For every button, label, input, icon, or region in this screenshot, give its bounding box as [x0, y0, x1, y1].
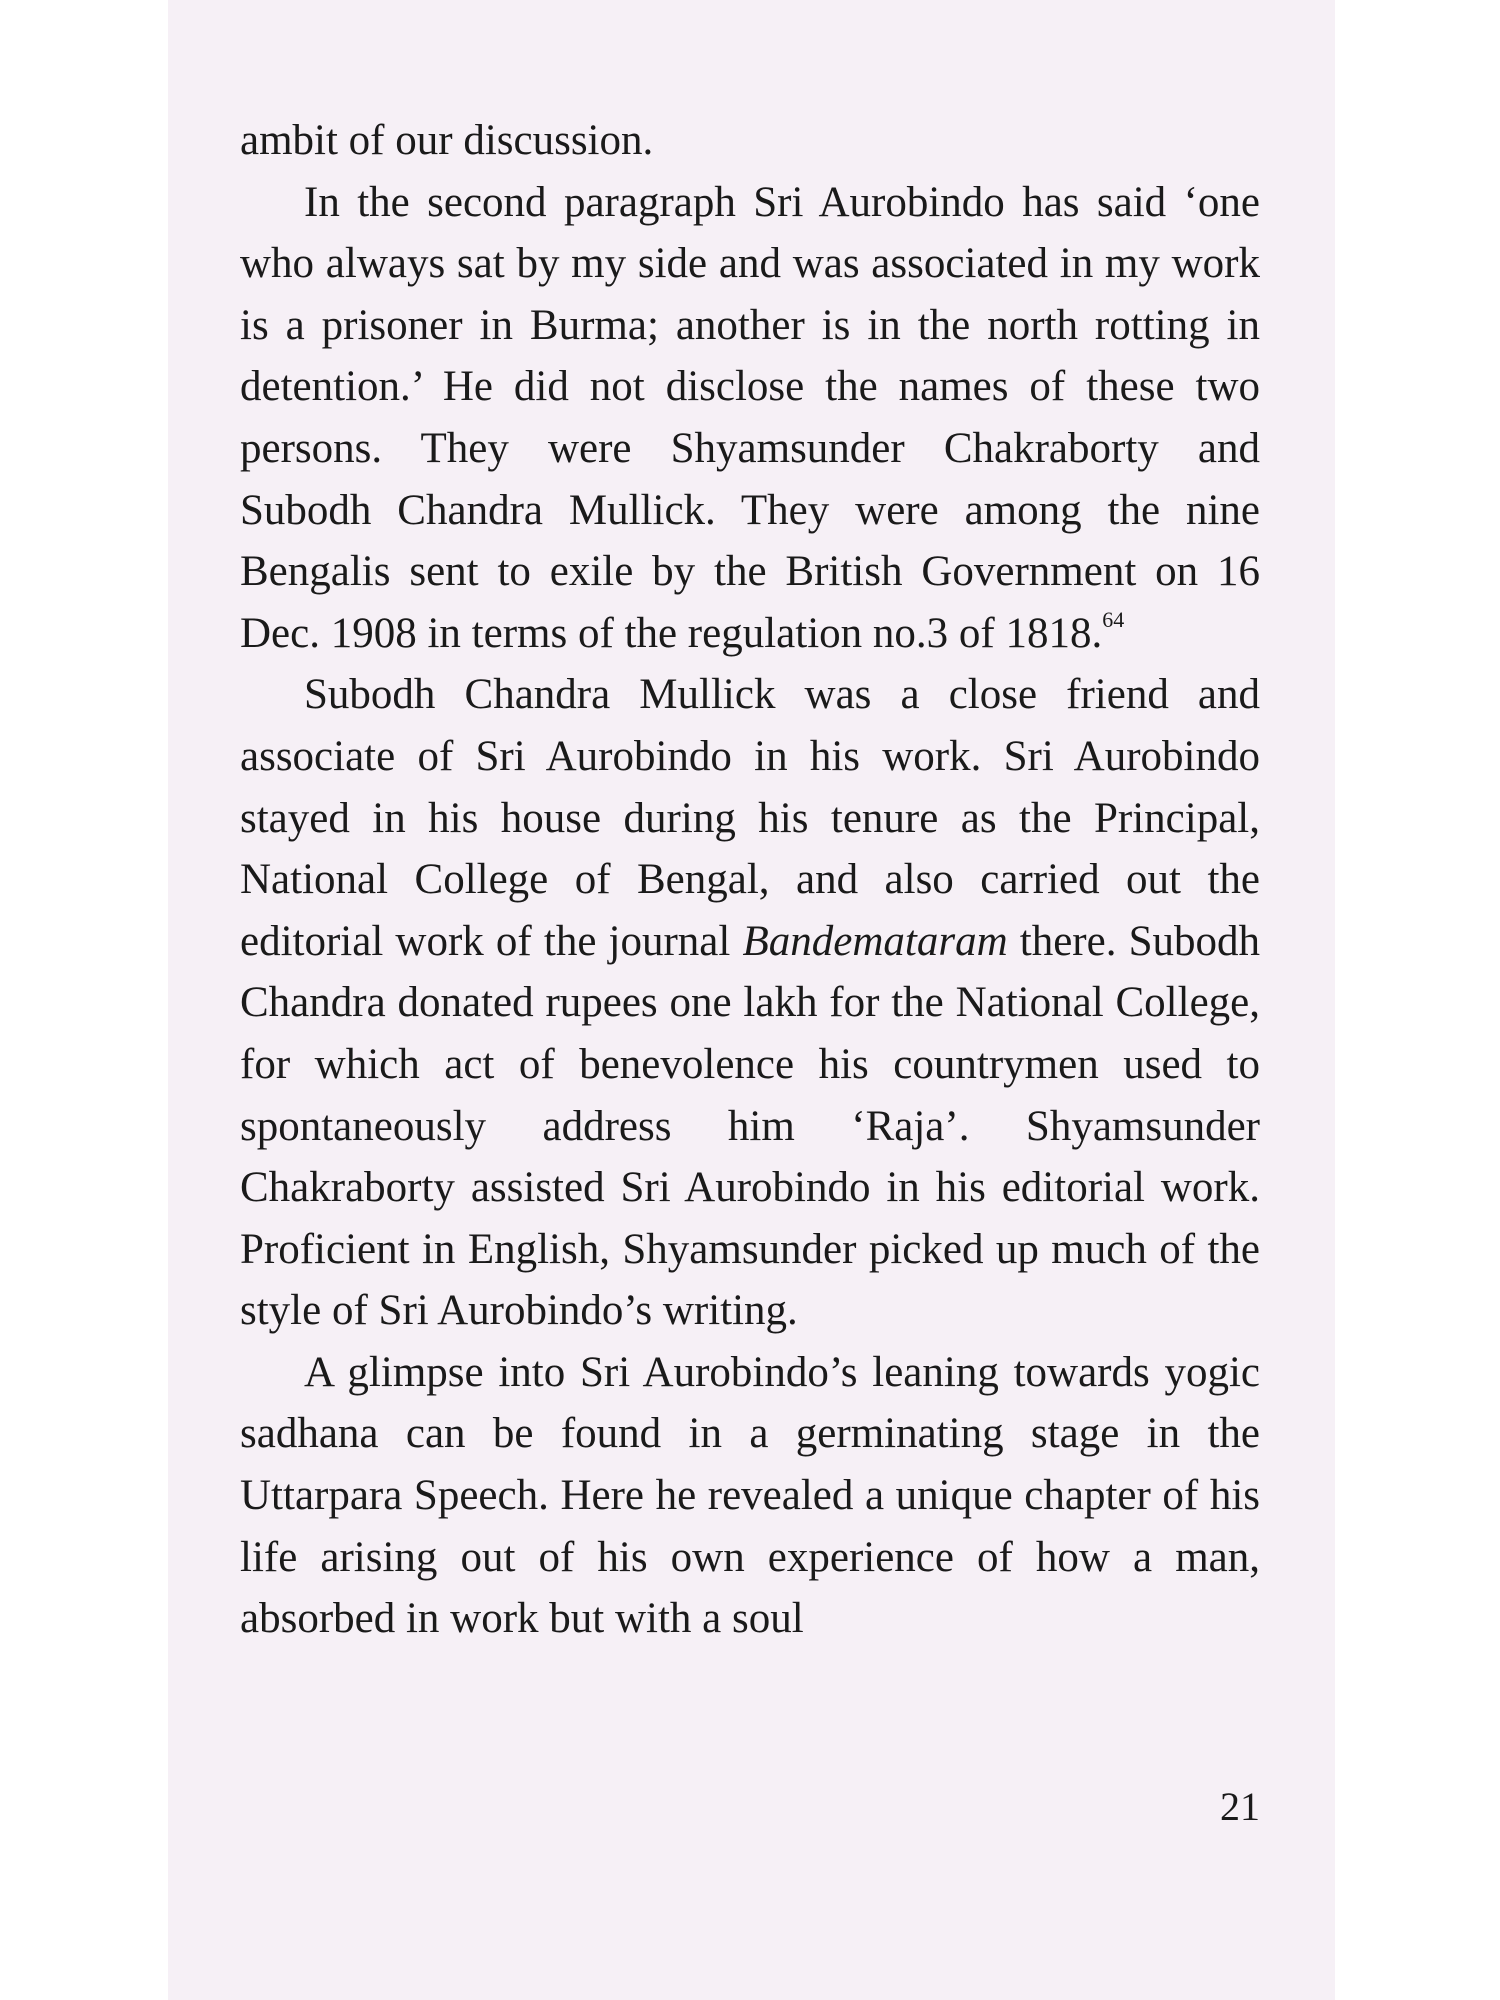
- body-text: [240, 110, 1260, 1650]
- footnote-reference: 64: [1102, 606, 1125, 632]
- paragraph-1: ambit of our discussion.: [240, 117, 654, 164]
- paragraph-2-text: In the second paragraph Sri Aurobindo has said ‘one who always sat by my side and was associated in my work is a prisoner in Burma; another is in the north rotting in detention.’ He did not disclose the names of these two persons. They were Shyamsunder Chakraborty and Subodh Chandra Mullick. They were among the nine Bengalis sent to exile by the British Government on 16 Dec. 1908 in terms of the regulation no.3 of 1818.: [240, 178, 1260, 657]
- page-number: 21: [1220, 1784, 1260, 1829]
- paragraph-3: [240, 664, 1260, 1342]
- journal-title: Bandemataram: [742, 917, 1008, 965]
- paragraph-3-text-start: Subodh Chandra Mullick was a close friend and associate of Sri Aurobindo in his work. Sri Aurobindo stayed in his house during his tenure as the Principal, National College of Bengal, and also carried out the editorial work of the journal: [240, 671, 1260, 965]
- paragraph-4: A glimpse into Sri Aurobindo’s leaning towards yogic sadhana can be found in a germinating stage in the Uttarpara Speech. Here he revealed a unique chapter of his life arising out of his own experience of how a man, absorbed in work but with a soul: [240, 1348, 1260, 1643]
- paragraph-2: [240, 172, 1260, 665]
- paragraph-3-text-end: there. Subodh Chandra donated rupees one lakh for the National College, for which act of benevolence his countrymen used to spontaneously address him ‘Raja’. Shyamsunder Chakraborty assisted Sri Aurobindo in his editorial work. Proficient in English, Shyamsunder picked up much of the style of Sri Aurobindo’s writing.: [240, 917, 1260, 1335]
